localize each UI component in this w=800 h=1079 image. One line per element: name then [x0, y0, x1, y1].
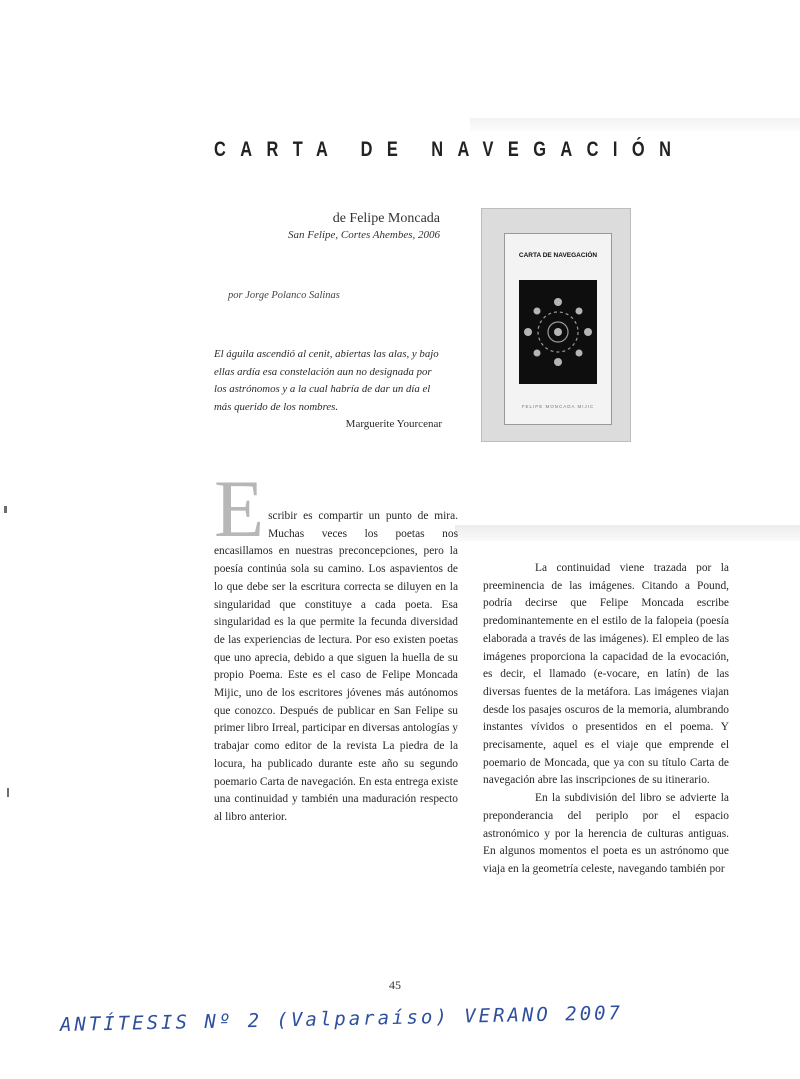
scan-speck	[4, 506, 7, 513]
article-title: CARTA DE NAVEGACIÓN	[214, 138, 686, 161]
paragraph-text: scribir es compartir un punto de mira. Muchas veces los poetas nos encasillamos en nuestras preconcepciones, pero la poesía continúa sola su camino. Los aspavientos de lo que debe ser la escritura correcta se diluyen en la singularidad que constituye a cada poeta. Esa singularidad es la que permite la fecunda diversidad de las experiencias de lectura. Por eso existen poetas que uno aprecia, debido a que siguen la huella de su propio Poema. Este es el caso de Felipe Moncada Mijic, uno de los escritores jóvenes más autónomos que conozco. Después de publicar en San Felipe su primer libro Irreal, participar en diversas antologías y trabajar como editor de la revista La piedra de la locura, ha publicado durante este año su segundo poemario Carta de navegación. En esta entrega existe una continuidad y también una maduración respecto al libro anterior.	[214, 510, 458, 823]
mandala-image	[519, 280, 597, 384]
book-cover	[504, 233, 612, 425]
epigraph-text: El águila ascendió al cenit, abiertas las alas, y bajo ellas ardía esa constelación aun no designada por los astrónomos y a la cual habría de dar un día el más querido de los nombres.	[214, 348, 439, 413]
book-author: de Felipe Moncada	[332, 211, 440, 226]
epigraph-author: Marguerite Yourcenar	[345, 418, 442, 430]
reviewer-credit: por Jorge Polanco Salinas	[228, 290, 340, 301]
page-shadow	[470, 118, 800, 132]
paragraph	[214, 463, 458, 827]
byline	[200, 210, 440, 244]
paragraph: En la subdivisión del libro se advierte la preponderancia del periplo por el espacio astronómico y por la herencia de culturas antiguas. En algunos momentos el poeta es un astrónomo que viaja en la geometría celeste, navegando también por	[483, 792, 729, 875]
drop-cap: E	[214, 463, 265, 554]
cover-title: CARTA DE NAVEGACIÓN	[518, 252, 598, 259]
book-cover-photo	[481, 208, 631, 442]
cover-author: FELIPE MONCADA MIJIC	[521, 404, 595, 409]
article-column-left	[214, 463, 458, 827]
paragraph: La continuidad viene trazada por la preeminencia de las imágenes. Citando a Pound, podría decirse que Felipe Moncada escribe predominantemente en el estilo de la falopeia (poesía elaborada a través de las imágenes). El empleo de las imágenes proporciona la capacidad de la evocación, es decir, el llamado (e-vocare, en latín) de las diversas fuentes de la metáfora. Las imágenes viajan desde los pasajes oscuros de la memoria, alumbrando instantes vívidos o presentidos en el poema. Y precisamente, aquel es el viaje que emprende el poemario de Moncada, que ya con su título Carta de navegación abre las inscripciones de su itinerario.	[483, 562, 729, 787]
article-column-right	[483, 560, 729, 879]
publication-info: San Felipe, Cortes Ahembes, 2006	[288, 229, 440, 241]
epigraph	[214, 346, 442, 434]
page-number: 45	[389, 978, 401, 992]
cover-artwork	[519, 280, 597, 384]
page-shadow-lower	[455, 525, 800, 541]
handwritten-note: ANTÍTESIS Nº 2 (Valparaíso) VERANO 2007	[59, 1002, 624, 1036]
scan-speck	[7, 788, 9, 797]
